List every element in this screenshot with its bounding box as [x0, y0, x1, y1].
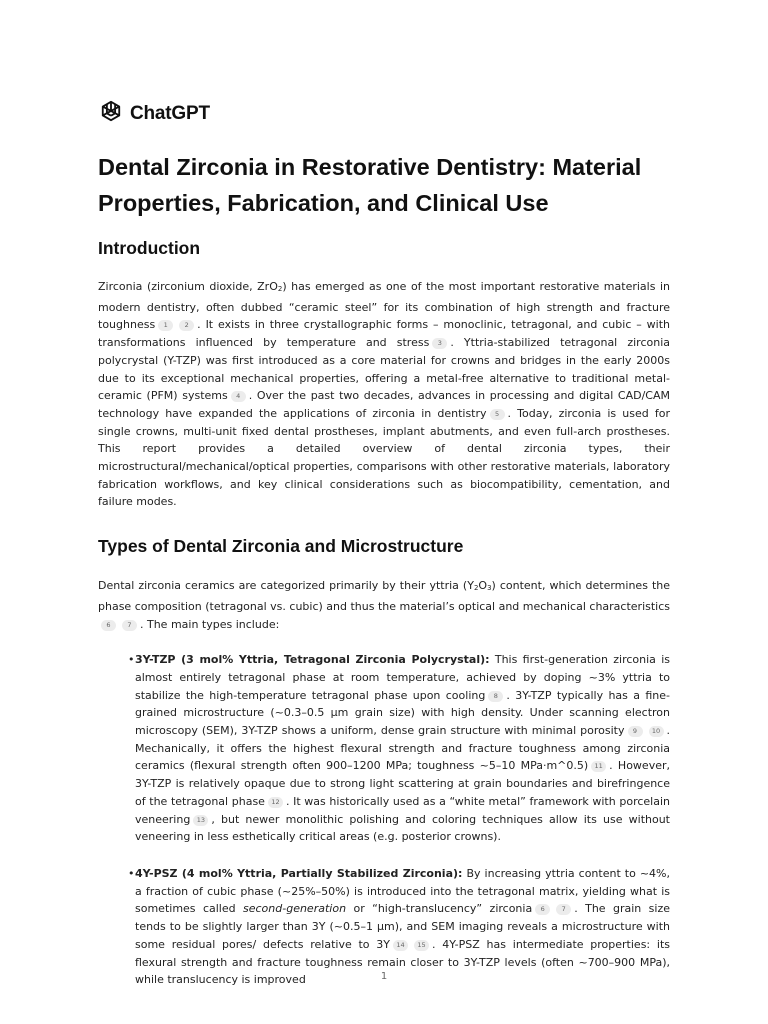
citation-badge[interactable]: 15 — [414, 940, 429, 951]
document-title: Dental Zirconia in Restorative Dentistry: Material Properties, Fabrication, and Clinical Use — [98, 154, 642, 216]
section-heading-introduction: Introduction — [98, 238, 201, 258]
list-item-term: 3Y-TZP (3 mol% Yttria, Tetragonal Zirconia Polycrystal): — [135, 653, 490, 667]
brand-header — [98, 99, 670, 129]
list-item-3y-tzp: • 3Y-TZP (3 mol% Yttria, Tetragonal Zirconia Polycrystal): This first-generation zirconia is almost entirely tetragonal phase at room temperature, achieved by doping ~3% yttria to stabilize the high-temperature tetragonal phase upon cooling 8 . 3Y-TZP typically has a fine-grained microstructure (~0.3–0.5 µm grain size) with high density. Under scanning electron microscopy (SEM), 3Y-TZP shows a uniform, dense grain structure with minimal porosity 9 10 . Mechanically, it offers the highest flexural strength and fracture toughness among zirconia ceramics (flexural strength often 900–1200 MPa; toughness ~5–10 MPa·m^0.5) 11 . However, 3Y-TZP is relatively opaque due to strong light scattering at grain boundaries and birefringence of the tetragonal phase 12 . It was historically used as a “white metal” framework with porcelain veneering 13 , but newer monolithic polishing and coloring techniques allow its use without veneering in less esthetically critical areas (e.g. posterior crowns). — [128, 653, 670, 844]
types-intro-paragraph: Dental zirconia ceramics are categorized primarily by their yttria $(Y_2O_3)$ content, which determines the phase composition (tetragonal vs. cubic) and thus the material’s optical and mechanical characteristics6 7 . The main types include: — [98, 579, 670, 631]
page-number: 1 — [380, 971, 388, 982]
list-item-term: 4Y-PSZ (4 mol% Yttria, Partially Stabilized Zirconia): — [135, 866, 463, 880]
citation-badge[interactable]: 6 — [101, 620, 116, 631]
citation-badge[interactable]: 4 — [231, 391, 246, 402]
bullet-marker: • — [128, 866, 135, 880]
citation-badge[interactable]: 1 — [158, 320, 173, 331]
zirconia-types-list — [98, 651, 670, 989]
brand-name: ChatGPT — [130, 103, 210, 124]
citation-badge[interactable]: 8 — [488, 691, 503, 702]
section-heading-types: Types of Dental Zirconia and Microstructure — [98, 536, 464, 557]
citation-badge[interactable]: 9 — [628, 726, 643, 737]
citation-badge[interactable]: 6 — [535, 904, 550, 915]
list-item-4y-psz: • 4Y-PSZ (4 mol% Yttria, Partially Stabilized Zirconia): By increasing yttria content to ~4%, a fraction of cubic phase (~25%–50%) is introduced into the tetragonal matrix, yielding what is sometimes called second-generation or “high-translucency” zirconia 6 7 . The grain size tends to be slightly larger than 3Y (~0.5–1 µm), and SEM imaging reveals a microstructure with some residual pores/ defects relative to 3Y 14 15 . 4Y-PSZ has intermediate properties: its flexural strength and fracture toughness remain closer to 3Y-TZP levels (often ~700–900 MPa), while translucency is improved — [128, 866, 671, 987]
citation-badge[interactable]: 7 — [122, 620, 137, 631]
openai-logo-icon — [98, 99, 130, 129]
citation-badge[interactable]: 2 — [179, 320, 194, 331]
citation-badge[interactable]: 12 — [268, 797, 283, 808]
citation-badge[interactable]: 11 — [591, 761, 606, 772]
bullet-marker: • — [128, 653, 135, 667]
intro-paragraph: Zirconia (zirconium dioxide, ZrO$_2$) has emerged as one of the most important restorative materials in modern dentistry, often dubbed “ceramic steel” for its combination of high strength and fracture toughness 1 2 . It exists in three crystallographic forms – monoclinic, tetragonal, and cubic – with transformations influenced by temperature and stress 3 . Yttria-stabilized tetragonal zirconia polycrystal (Y-TZP) was first introduced as a core material for crowns and bridges in the early 2000s due to its exceptional mechanical properties, offering a metal-free alternative to traditional metal-ceramic (PFM) systems 4 . Over the past two decades, advances in processing and digital CAD/CAM technology have expanded the applications of zirconia in dentistry 5 . Today, zirconia is used for single crowns, multi-unit fixed dental prostheses, implant abutments, and even full-arch prostheses. This report provides a detailed overview of dental zirconia types, their microstructural/mechanical/optical properties, comparisons with other restorative materials, laboratory fabrication workflows, and key clinical considerations such as biocompatibility, cementation, and failure modes. — [98, 280, 671, 509]
citation-badge[interactable]: 7 — [556, 904, 571, 915]
citation-badge[interactable]: 3 — [432, 338, 447, 349]
citation-badge[interactable]: 13 — [193, 815, 208, 826]
document-page — [98, 99, 670, 989]
citation-badge[interactable]: 14 — [393, 940, 408, 951]
citation-badge[interactable]: 10 — [649, 726, 664, 737]
citation-badge[interactable]: 5 — [490, 409, 505, 420]
